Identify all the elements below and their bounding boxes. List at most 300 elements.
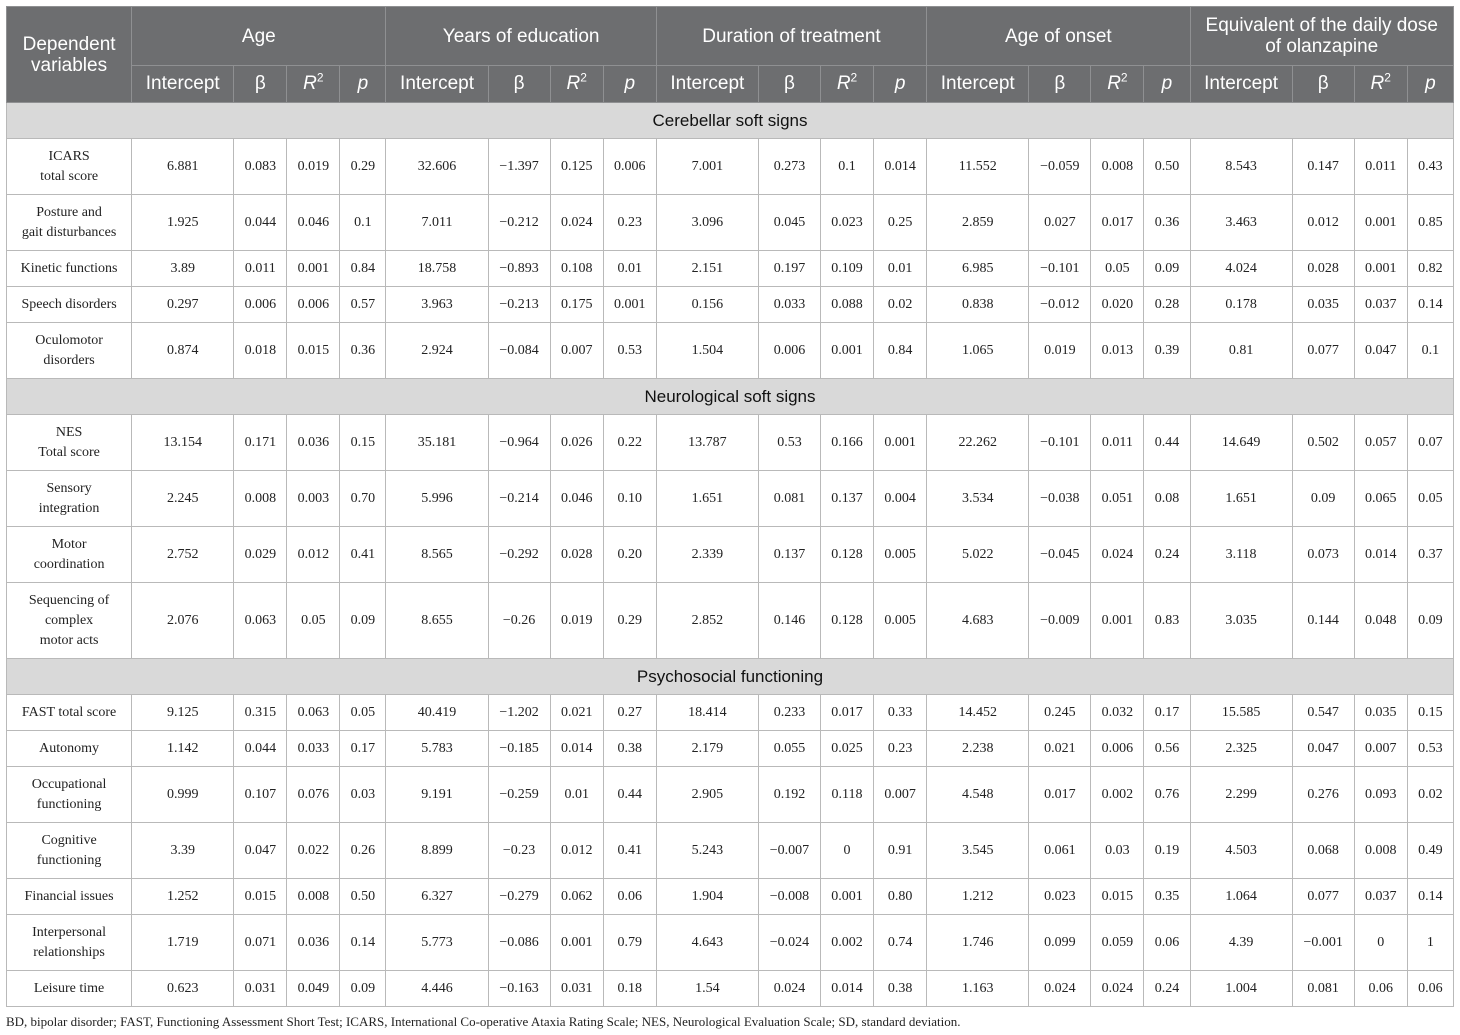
table-cell: 0.23: [874, 731, 927, 767]
table-cell: 0.1: [1407, 323, 1453, 379]
row-label: [7, 323, 132, 379]
row-label: [7, 583, 132, 659]
table-cell: −1.202: [488, 695, 550, 731]
beta-header: β: [1029, 66, 1091, 103]
table-cell: 0.128: [821, 583, 874, 659]
table-cell: −0.008: [758, 879, 820, 915]
table-cell: −0.279: [488, 879, 550, 915]
group-header-duration-of-treatment: Duration of treatment: [656, 7, 926, 66]
table-cell: 0.099: [1029, 915, 1091, 971]
row-label-line: Leisure time: [33, 980, 105, 996]
table-cell: 0.028: [1292, 251, 1354, 287]
table-cell: 4.503: [1190, 823, 1292, 879]
table-cell: 0.74: [874, 915, 927, 971]
table-cell: 0.80: [874, 879, 927, 915]
table-cell: 0.031: [234, 971, 287, 1007]
table-cell: 0.023: [1029, 879, 1091, 915]
table-cell: 0.79: [603, 915, 656, 971]
table-cell: −0.101: [1029, 251, 1091, 287]
table-cell: 0.021: [1029, 731, 1091, 767]
row-label: [7, 251, 132, 287]
table-cell: 0.09: [1144, 251, 1190, 287]
table-cell: 0.006: [1091, 731, 1144, 767]
table-cell: 5.996: [386, 471, 488, 527]
table-cell: 0.071: [234, 915, 287, 971]
table-cell: 11.552: [927, 139, 1029, 195]
table-cell: 22.262: [927, 415, 1029, 471]
table-cell: 0.011: [234, 251, 287, 287]
table-cell: 0.047: [1354, 323, 1407, 379]
table-cell: −0.259: [488, 767, 550, 823]
table-cell: 0.43: [1407, 139, 1453, 195]
table-cell: 0.144: [1292, 583, 1354, 659]
table-cell: 0.051: [1091, 471, 1144, 527]
table-cell: −1.397: [488, 139, 550, 195]
table-cell: 0.062: [550, 879, 603, 915]
table-cell: 0.046: [287, 195, 340, 251]
section-title: Neurological soft signs: [7, 379, 1454, 415]
table-row: [7, 527, 1454, 583]
table-cell: 9.125: [132, 695, 234, 731]
r-squared-header: $R^2$: [287, 66, 340, 103]
table-cell: 0.081: [1292, 971, 1354, 1007]
table-cell: 4.024: [1190, 251, 1292, 287]
table-cell: 6.985: [927, 251, 1029, 287]
row-label-line: Interpersonal: [32, 924, 106, 940]
table-cell: 0.83: [1144, 583, 1190, 659]
table-cell: 0.012: [550, 823, 603, 879]
table-cell: 0.14: [340, 915, 386, 971]
table-row: [7, 471, 1454, 527]
table-cell: 0.09: [1292, 471, 1354, 527]
table-cell: 0.046: [550, 471, 603, 527]
table-cell: 0.021: [550, 695, 603, 731]
row-label-line: FAST total score: [21, 704, 117, 720]
table-cell: 0.53: [603, 323, 656, 379]
table-cell: 1.065: [927, 323, 1029, 379]
table-cell: −0.964: [488, 415, 550, 471]
table-cell: 0.297: [132, 287, 234, 323]
table-cell: 0.41: [603, 823, 656, 879]
table-cell: −0.012: [1029, 287, 1091, 323]
table-cell: 1.252: [132, 879, 234, 915]
table-cell: 8.899: [386, 823, 488, 879]
table-cell: 0.53: [1407, 731, 1453, 767]
table-cell: 0.27: [603, 695, 656, 731]
table-cell: 0.107: [234, 767, 287, 823]
row-label: [7, 879, 132, 915]
table-cell: 2.339: [656, 527, 758, 583]
table-cell: 0.03: [340, 767, 386, 823]
table-cell: 0.001: [1354, 195, 1407, 251]
table-cell: 0.001: [287, 251, 340, 287]
table-cell: 0.003: [287, 471, 340, 527]
table-cell: 0.044: [234, 195, 287, 251]
table-cell: 0.036: [287, 415, 340, 471]
table-cell: 0.044: [234, 731, 287, 767]
section-row: [7, 379, 1454, 415]
table-cell: 0.29: [603, 583, 656, 659]
table-cell: 0.14: [1407, 879, 1453, 915]
table-cell: 2.299: [1190, 767, 1292, 823]
table-cell: 0.031: [550, 971, 603, 1007]
table-cell: 7.011: [386, 195, 488, 251]
table-row: [7, 767, 1454, 823]
table-cell: 0.024: [758, 971, 820, 1007]
table-cell: 0.019: [287, 139, 340, 195]
table-cell: 4.548: [927, 767, 1029, 823]
table-cell: −0.038: [1029, 471, 1091, 527]
dependent-variables-label-line1: Dependent: [22, 33, 116, 55]
table-cell: 0.048: [1354, 583, 1407, 659]
table-cell: 0.38: [874, 971, 927, 1007]
table-cell: 0.18: [603, 971, 656, 1007]
table-cell: −0.007: [758, 823, 820, 879]
table-cell: 6.327: [386, 879, 488, 915]
table-cell: 0.015: [234, 879, 287, 915]
table-cell: 0.06: [1354, 971, 1407, 1007]
table-cell: −0.212: [488, 195, 550, 251]
group-header-age: Age: [132, 7, 386, 66]
table-cell: 0.002: [821, 915, 874, 971]
table-cell: 0.083: [234, 139, 287, 195]
intercept-header: Intercept: [1190, 66, 1292, 103]
regression-table-container: [6, 6, 1454, 1007]
table-cell: 4.39: [1190, 915, 1292, 971]
table-cell: 0.093: [1354, 767, 1407, 823]
table-row: [7, 195, 1454, 251]
table-cell: 0.25: [874, 195, 927, 251]
row-label-line: Speech disorders: [21, 296, 117, 312]
table-cell: 2.859: [927, 195, 1029, 251]
table-cell: 0.82: [1407, 251, 1453, 287]
table-cell: 2.238: [927, 731, 1029, 767]
group-header-olanzapine-dose: Equivalent of the daily dose of olanzapine: [1190, 7, 1454, 66]
table-cell: 0.025: [821, 731, 874, 767]
table-cell: 0.014: [1354, 527, 1407, 583]
table-cell: 0.073: [1292, 527, 1354, 583]
table-cell: 3.545: [927, 823, 1029, 879]
table-row: [7, 695, 1454, 731]
table-cell: 0.077: [1292, 879, 1354, 915]
group-header-age-of-onset: Age of onset: [927, 7, 1190, 66]
table-cell: 0.02: [874, 287, 927, 323]
table-cell: 1.719: [132, 915, 234, 971]
table-cell: 0.049: [287, 971, 340, 1007]
table-cell: 1.904: [656, 879, 758, 915]
table-cell: 0.061: [1029, 823, 1091, 879]
table-cell: 9.191: [386, 767, 488, 823]
table-cell: 0.17: [1144, 695, 1190, 731]
section-title: Cerebellar soft signs: [7, 103, 1454, 139]
r-squared-header: $R^2$: [821, 66, 874, 103]
row-label-line: Posture and: [36, 204, 102, 220]
table-cell: 1: [1407, 915, 1453, 971]
table-row: [7, 879, 1454, 915]
table-footnote: BD, bipolar disorder; FAST, Functioning Assessment Short Test; ICARS, International Co-operative Ataxia Rating Scale; NES, Neurological Evaluation Scale; SD, standard deviation.: [6, 1014, 961, 1029]
table-cell: 0.063: [287, 695, 340, 731]
row-label-line: Financial issues: [24, 888, 114, 904]
table-cell: 1.212: [927, 879, 1029, 915]
table-cell: 0.1: [821, 139, 874, 195]
table-cell: −0.163: [488, 971, 550, 1007]
table-cell: 2.179: [656, 731, 758, 767]
table-cell: 1.925: [132, 195, 234, 251]
table-row: [7, 323, 1454, 379]
row-label-line: disorders: [43, 352, 95, 368]
table-cell: 1.54: [656, 971, 758, 1007]
table-row: [7, 583, 1454, 659]
table-cell: 32.606: [386, 139, 488, 195]
row-label-line: total score: [40, 168, 99, 184]
table-cell: 2.852: [656, 583, 758, 659]
table-cell: 0.015: [287, 323, 340, 379]
table-cell: 0.006: [603, 139, 656, 195]
table-cell: 0.017: [1029, 767, 1091, 823]
table-cell: 0.19: [1144, 823, 1190, 879]
table-cell: 0.166: [821, 415, 874, 471]
table-cell: 0.39: [1144, 323, 1190, 379]
row-label: [7, 287, 132, 323]
table-cell: 0.005: [874, 527, 927, 583]
table-cell: 3.89: [132, 251, 234, 287]
p-value-header: p: [340, 66, 386, 103]
table-cell: 0.07: [1407, 415, 1453, 471]
table-body: [7, 103, 1454, 1007]
table-cell: 18.414: [656, 695, 758, 731]
row-label-line: Oculomotor: [35, 332, 103, 348]
table-cell: 0.081: [758, 471, 820, 527]
table-cell: 2.924: [386, 323, 488, 379]
table-cell: 0.001: [1091, 583, 1144, 659]
table-cell: 0.007: [1354, 731, 1407, 767]
table-cell: 0.57: [340, 287, 386, 323]
table-cell: 0.011: [1354, 139, 1407, 195]
table-cell: 0.006: [287, 287, 340, 323]
table-cell: 5.773: [386, 915, 488, 971]
table-cell: 0.024: [1029, 971, 1091, 1007]
table-cell: 3.963: [386, 287, 488, 323]
p-value-header: p: [603, 66, 656, 103]
table-cell: 0.076: [287, 767, 340, 823]
row-label-line: Cognitive: [41, 832, 97, 848]
table-cell: 14.649: [1190, 415, 1292, 471]
table-cell: −0.292: [488, 527, 550, 583]
table-cell: 1.163: [927, 971, 1029, 1007]
table-cell: 0.36: [340, 323, 386, 379]
table-cell: 0.50: [1144, 139, 1190, 195]
row-label-line: integration: [38, 500, 100, 516]
table-cell: 0.156: [656, 287, 758, 323]
table-cell: 0.006: [758, 323, 820, 379]
table-cell: −0.26: [488, 583, 550, 659]
table-cell: 1.064: [1190, 879, 1292, 915]
r-squared-header: $R^2$: [1091, 66, 1144, 103]
table-cell: 0.055: [758, 731, 820, 767]
table-cell: 0.49: [1407, 823, 1453, 879]
table-cell: 0.017: [1091, 195, 1144, 251]
row-label: [7, 195, 132, 251]
table-cell: 40.419: [386, 695, 488, 731]
table-cell: 0.019: [1029, 323, 1091, 379]
table-cell: 0.17: [340, 731, 386, 767]
table-cell: 2.076: [132, 583, 234, 659]
table-cell: 0.057: [1354, 415, 1407, 471]
table-cell: 0.014: [821, 971, 874, 1007]
table-cell: 0.85: [1407, 195, 1453, 251]
table-cell: −0.084: [488, 323, 550, 379]
table-cell: 0.84: [874, 323, 927, 379]
table-cell: 0.192: [758, 767, 820, 823]
table-cell: 0.011: [1091, 415, 1144, 471]
table-cell: 0.019: [550, 583, 603, 659]
table-cell: 8.565: [386, 527, 488, 583]
table-cell: 0.175: [550, 287, 603, 323]
table-row: [7, 971, 1454, 1007]
table-cell: 13.787: [656, 415, 758, 471]
table-cell: 0.001: [1354, 251, 1407, 287]
table-cell: 0.37: [1407, 527, 1453, 583]
table-cell: 0.026: [550, 415, 603, 471]
table-header: [7, 7, 1454, 103]
table-cell: 0.037: [1354, 879, 1407, 915]
table-cell: 0.81: [1190, 323, 1292, 379]
table-cell: 0.014: [874, 139, 927, 195]
table-cell: 0.547: [1292, 695, 1354, 731]
table-cell: 5.022: [927, 527, 1029, 583]
table-cell: 8.543: [1190, 139, 1292, 195]
table-cell: 14.452: [927, 695, 1029, 731]
table-cell: 5.783: [386, 731, 488, 767]
beta-header: β: [488, 66, 550, 103]
table-cell: 0.01: [550, 767, 603, 823]
table-cell: 1.746: [927, 915, 1029, 971]
table-cell: 3.463: [1190, 195, 1292, 251]
table-cell: 0.197: [758, 251, 820, 287]
table-cell: 0.1: [340, 195, 386, 251]
row-label-line: Motor: [51, 536, 87, 552]
table-cell: 0: [821, 823, 874, 879]
table-cell: 0.027: [1029, 195, 1091, 251]
table-cell: 0.006: [234, 287, 287, 323]
table-cell: 0.005: [874, 583, 927, 659]
table-cell: 0.045: [758, 195, 820, 251]
row-label: [7, 971, 132, 1007]
table-cell: 0.20: [603, 527, 656, 583]
table-cell: 0.147: [1292, 139, 1354, 195]
table-cell: 0.24: [1144, 527, 1190, 583]
row-label-line: functioning: [36, 796, 102, 812]
table-cell: 0.017: [821, 695, 874, 731]
table-cell: 0.001: [821, 879, 874, 915]
row-label-line: Sensory: [46, 480, 92, 496]
table-cell: 18.758: [386, 251, 488, 287]
table-cell: 0.35: [1144, 879, 1190, 915]
table-cell: 35.181: [386, 415, 488, 471]
table-row: [7, 139, 1454, 195]
table-cell: 0.036: [287, 915, 340, 971]
p-value-header: p: [1407, 66, 1453, 103]
table-cell: 0.001: [874, 415, 927, 471]
table-row: [7, 287, 1454, 323]
row-label-line: gait disturbances: [21, 224, 117, 240]
regression-table: [6, 6, 1454, 1007]
table-cell: 0.001: [603, 287, 656, 323]
beta-header: β: [234, 66, 287, 103]
table-cell: 8.655: [386, 583, 488, 659]
table-cell: 0.109: [821, 251, 874, 287]
table-cell: 0.84: [340, 251, 386, 287]
table-cell: 0.06: [1144, 915, 1190, 971]
table-cell: 0.024: [1091, 971, 1144, 1007]
row-label: [7, 695, 132, 731]
table-cell: 2.752: [132, 527, 234, 583]
row-label-line: Total score: [38, 444, 100, 460]
table-cell: 0.178: [1190, 287, 1292, 323]
table-cell: 0.029: [234, 527, 287, 583]
table-cell: 0.037: [1354, 287, 1407, 323]
table-cell: 0.008: [234, 471, 287, 527]
table-row: [7, 251, 1454, 287]
table-cell: 0.004: [874, 471, 927, 527]
table-cell: 3.118: [1190, 527, 1292, 583]
table-cell: 0.125: [550, 139, 603, 195]
table-cell: 15.585: [1190, 695, 1292, 731]
table-cell: 1.651: [1190, 471, 1292, 527]
table-cell: −0.001: [1292, 915, 1354, 971]
table-cell: 0.018: [234, 323, 287, 379]
table-cell: 0.50: [340, 879, 386, 915]
table-cell: −0.086: [488, 915, 550, 971]
table-cell: 0.035: [1292, 287, 1354, 323]
table-cell: 0.44: [1144, 415, 1190, 471]
table-cell: 0.088: [821, 287, 874, 323]
beta-header: β: [1292, 66, 1354, 103]
table-cell: 0.118: [821, 767, 874, 823]
table-cell: 0.059: [1091, 915, 1144, 971]
row-label: [7, 415, 132, 471]
row-label: [7, 731, 132, 767]
table-cell: 0.023: [821, 195, 874, 251]
table-cell: 0.137: [758, 527, 820, 583]
r-squared-header: $R^2$: [550, 66, 603, 103]
table-cell: 2.325: [1190, 731, 1292, 767]
table-cell: 0.15: [1407, 695, 1453, 731]
table-cell: 13.154: [132, 415, 234, 471]
table-cell: 0.002: [1091, 767, 1144, 823]
table-cell: 0.047: [1292, 731, 1354, 767]
table-cell: 0.245: [1029, 695, 1091, 731]
table-cell: 0.014: [550, 731, 603, 767]
table-cell: 0.29: [340, 139, 386, 195]
table-cell: 1.504: [656, 323, 758, 379]
table-cell: 0.33: [874, 695, 927, 731]
table-cell: −0.024: [758, 915, 820, 971]
dependent-variables-label-line2: variables: [31, 54, 108, 76]
table-cell: 0.09: [1407, 583, 1453, 659]
stat-header-row: [7, 66, 1454, 103]
table-cell: 0.008: [287, 879, 340, 915]
r-squared-header: $R^2$: [1354, 66, 1407, 103]
intercept-header: Intercept: [927, 66, 1029, 103]
table-cell: 0.033: [287, 731, 340, 767]
table-cell: −0.893: [488, 251, 550, 287]
table-cell: 1.142: [132, 731, 234, 767]
table-cell: 0.065: [1354, 471, 1407, 527]
table-cell: 0.033: [758, 287, 820, 323]
table-cell: 7.001: [656, 139, 758, 195]
table-cell: 0.09: [340, 583, 386, 659]
